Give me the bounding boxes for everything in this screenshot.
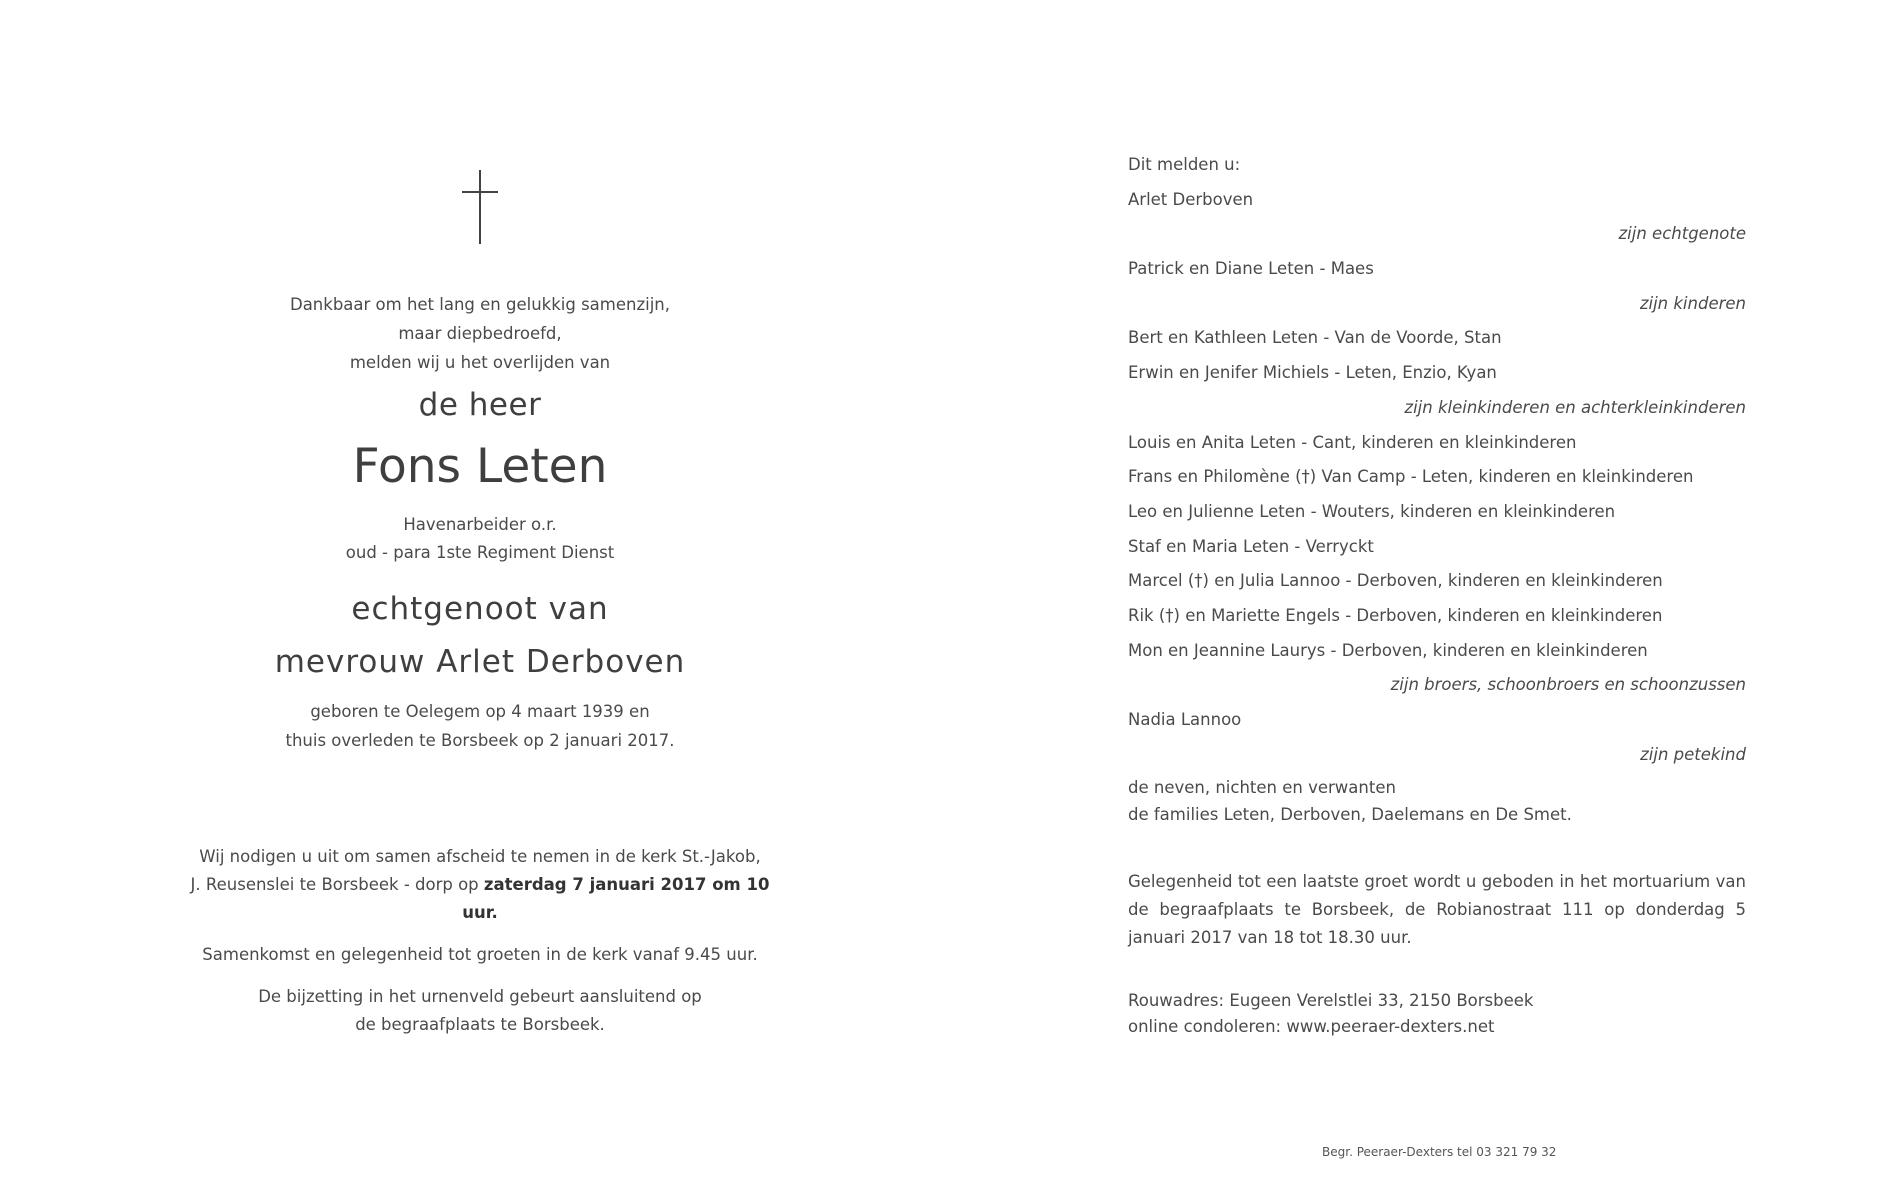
family-relation: zijn kinderen bbox=[1639, 293, 1746, 313]
family-member: Arlet Derboven bbox=[1128, 189, 1254, 209]
spouse-line: echtgenoot van bbox=[351, 591, 609, 627]
family-relation: zijn petekind bbox=[1640, 744, 1746, 764]
dates-line: thuis overleden te Borsbeek op 2 januari 2017. bbox=[285, 731, 675, 750]
occupation bbox=[180, 511, 780, 567]
intro-line: maar diepbedroefd, bbox=[398, 324, 562, 343]
ceremony-line bbox=[180, 871, 780, 927]
intro-text bbox=[180, 290, 780, 377]
mourning-address: Rouwadres: Eugeen Verelstlei 33, 2150 Borsbeek bbox=[1128, 991, 1534, 1011]
relatives-line: de neven, nichten en verwanten bbox=[1128, 778, 1396, 798]
family-relation: zijn kleinkinderen en achterkleinkinderen bbox=[1404, 397, 1746, 417]
dates-line: geboren te Oelegem op 4 maart 1939 en bbox=[310, 702, 650, 721]
spouse bbox=[180, 583, 780, 689]
birth-death-dates bbox=[180, 697, 780, 755]
relatives bbox=[1128, 774, 1746, 828]
family-member: Rik (†) en Mariette Engels - Derboven, kinderen en kleinkinderen bbox=[1128, 605, 1663, 625]
occupation-line: oud - para 1ste Regiment Dienst bbox=[345, 543, 615, 562]
family-relation: zijn echtgenote bbox=[1618, 224, 1746, 244]
relatives-line: de families Leten, Derboven, Daelemans en De Smet. bbox=[1128, 805, 1572, 825]
family-relation: zijn broers, schoonbroers en schoonzussen bbox=[1390, 675, 1746, 695]
family-member: Nadia Lannoo bbox=[1128, 710, 1242, 729]
family-member: Louis en Anita Leten - Cant, kinderen en kleinkinderen bbox=[1128, 432, 1577, 452]
burial-info bbox=[180, 983, 780, 1039]
ceremony-invitation bbox=[180, 843, 780, 927]
occupation-line: Havenarbeider o.r. bbox=[403, 515, 557, 534]
burial-line: de begraafplaats te Borsbeek. bbox=[355, 1015, 605, 1034]
family-list bbox=[1128, 183, 1746, 773]
family-member: Patrick en Diane Leten - Maes bbox=[1128, 259, 1374, 279]
funeral-home-footer: Begr. Peeraer-Dexters tel 03 321 79 32 bbox=[1322, 1145, 1557, 1159]
intro-line: Dankbaar om het lang en gelukkig samenzijn, bbox=[289, 295, 670, 314]
left-panel bbox=[180, 170, 780, 1053]
family-member: Bert en Kathleen Leten - Van de Voorde, Stan bbox=[1128, 328, 1502, 348]
family-member: Mon en Jeannine Laurys - Derboven, kinderen en kleinkinderen bbox=[1128, 640, 1648, 660]
family-member: Frans en Philomène (†) Van Camp - Leten, kinderen en kleinkinderen bbox=[1128, 467, 1694, 487]
right-panel bbox=[1128, 148, 1746, 1040]
address-info bbox=[1128, 988, 1746, 1040]
honorific: de heer bbox=[418, 387, 542, 423]
burial-line: De bijzetting in het urnenveld gebeurt aansluitend op bbox=[258, 987, 702, 1006]
family-member: Erwin en Jenifer Michiels - Leten, Enzio, Kyan bbox=[1128, 363, 1497, 383]
cross-icon bbox=[462, 170, 498, 244]
viewing-info: Gelegenheid tot een laatste groet wordt u geboden in het mortuarium van de begraafplaats te Borsbeek, de Robianostraat 111 op donderdag 5 januari 2017 van 18 tot 18.30 uur. bbox=[1128, 872, 1746, 948]
spouse-line: mevrouw Arlet Derboven bbox=[274, 644, 686, 680]
deceased-name: Fons Leten bbox=[352, 439, 608, 494]
ceremony-line: Wij nodigen u uit om samen afscheid te nemen in de kerk St.-Jakob, bbox=[199, 847, 761, 866]
family-heading: Dit melden u: bbox=[1128, 155, 1241, 174]
online-condolence-link[interactable]: online condoleren: www.peeraer-dexters.net bbox=[1128, 1017, 1495, 1037]
gathering-info: Samenkomst en gelegenheid tot groeten in de kerk vanaf 9.45 uur. bbox=[202, 945, 758, 964]
ceremony-date: zaterdag 7 januari 2017 om 10 uur. bbox=[462, 875, 770, 922]
family-member: Leo en Julienne Leten - Wouters, kinderen en kleinkinderen bbox=[1128, 501, 1616, 521]
ceremony-info bbox=[180, 843, 780, 1039]
family-member: Staf en Maria Leten - Verryckt bbox=[1128, 536, 1374, 556]
family-member: Marcel (†) en Julia Lannoo - Derboven, kinderen en kleinkinderen bbox=[1128, 571, 1663, 591]
ceremony-location: J. Reusenslei te Borsbeek - dorp op bbox=[190, 875, 484, 894]
intro-line: melden wij u het overlijden van bbox=[349, 353, 611, 372]
